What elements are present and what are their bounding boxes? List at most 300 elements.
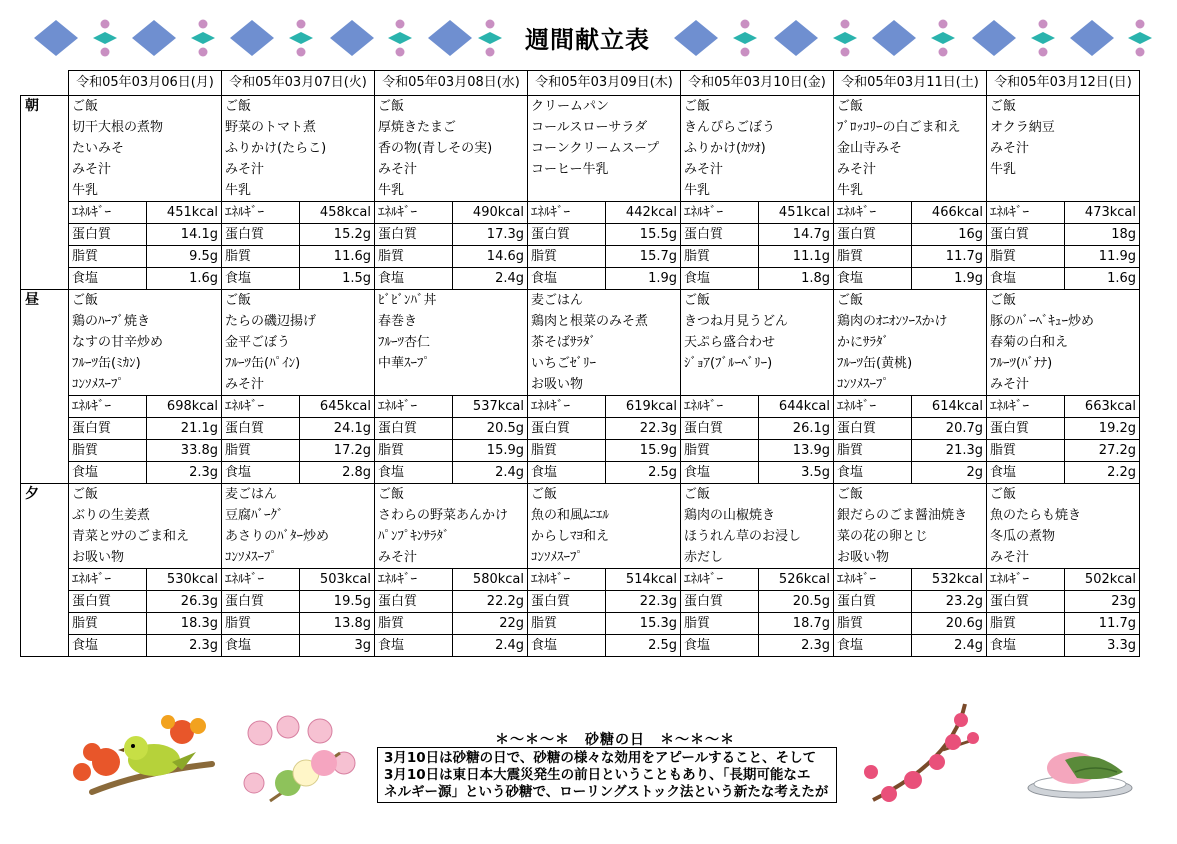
dish-cell: 春巻き <box>375 311 528 332</box>
nutrient-value: 2g <box>912 462 987 484</box>
dish-cell: みそ汁 <box>834 159 987 180</box>
dish-cell: 冬瓜の煮物 <box>987 526 1140 547</box>
nutrient-value: 458kcal <box>300 202 375 224</box>
nutrient-name: 食塩 <box>834 635 912 657</box>
meal-label: 昼 <box>21 290 69 484</box>
nutrient-value: 14.6g <box>453 246 528 268</box>
nutrient-value: 1.9g <box>912 268 987 290</box>
meal-label: 朝 <box>21 96 69 290</box>
nutrient-name: 脂質 <box>987 246 1065 268</box>
nutrient-value: 11.7g <box>1065 613 1140 635</box>
header-dot <box>1039 48 1048 57</box>
dish-cell: 麦ごはん <box>528 290 681 312</box>
nutrient-value: 2.4g <box>912 635 987 657</box>
nutrient-value: 530kcal <box>147 569 222 591</box>
nutrient-row <box>21 202 1140 224</box>
nutrient-name: ｴﾈﾙｷﾞｰ <box>528 569 606 591</box>
dish-cell: ﾌﾙｰﾂ缶(ﾊﾟｲﾝ) <box>222 353 375 374</box>
dish-cell: みそ汁 <box>681 159 834 180</box>
nutrient-value: 514kcal <box>606 569 681 591</box>
header-dot <box>741 20 750 29</box>
dish-cell: 金山寺みそ <box>834 138 987 159</box>
header-dot <box>101 48 110 57</box>
nutrient-name: 食塩 <box>69 462 147 484</box>
nutrient-value: 26.1g <box>759 418 834 440</box>
nutrient-name: ｴﾈﾙｷﾞｰ <box>681 396 759 418</box>
nutrient-value: 2.3g <box>147 462 222 484</box>
dish-cell: ご飯 <box>375 96 528 118</box>
dish-cell <box>987 180 1140 202</box>
nutrient-name: 食塩 <box>681 268 759 290</box>
nutrient-name: ｴﾈﾙｷﾞｰ <box>834 202 912 224</box>
header-small-diamond <box>733 32 757 44</box>
dish-row <box>21 96 1140 118</box>
nutrient-name: 食塩 <box>987 268 1065 290</box>
nutrient-name: 食塩 <box>375 462 453 484</box>
dish-cell: みそ汁 <box>987 138 1140 159</box>
dish-cell: 銀だらのごま醤油焼き <box>834 505 987 526</box>
header-diamond <box>132 20 176 56</box>
dish-cell: 豚のﾊﾞｰﾍﾞｷｭｰ炒め <box>987 311 1140 332</box>
nutrient-value: 2.3g <box>759 635 834 657</box>
dish-cell: あさりのﾊﾞﾀｰ炒め <box>222 526 375 547</box>
dish-cell: 豆腐ﾊﾞｰｸﾞ <box>222 505 375 526</box>
header-dot <box>939 48 948 57</box>
dish-cell: ご飯 <box>987 484 1140 506</box>
dish-cell: ﾌﾞﾛｯｺﾘｰの白ごま和え <box>834 117 987 138</box>
nutrient-name: ｴﾈﾙｷﾞｰ <box>222 569 300 591</box>
dish-row <box>21 332 1140 353</box>
nutrient-value: 2.2g <box>1065 462 1140 484</box>
nutrient-row <box>21 591 1140 613</box>
dish-cell: 牛乳 <box>375 180 528 202</box>
nutrient-value: 9.5g <box>147 246 222 268</box>
header-diamond <box>872 20 916 56</box>
nutrient-value: 645kcal <box>300 396 375 418</box>
nutrient-value: 26.3g <box>147 591 222 613</box>
dish-cell: ﾋﾞﾋﾞﾝﾊﾞ丼 <box>375 290 528 312</box>
nutrient-name: 脂質 <box>528 440 606 462</box>
nutrient-value: 13.9g <box>759 440 834 462</box>
nutrient-name: 食塩 <box>528 635 606 657</box>
nutrient-value: 2.4g <box>453 268 528 290</box>
header-small-diamond <box>191 32 215 44</box>
page-title: 週間献立表 <box>525 26 650 54</box>
nutrient-value: 11.9g <box>1065 246 1140 268</box>
dish-cell: ご飯 <box>222 96 375 118</box>
nutrient-value: 19.2g <box>1065 418 1140 440</box>
nutrient-row <box>21 246 1140 268</box>
nutrient-value: 2.5g <box>606 635 681 657</box>
header-dot <box>101 20 110 29</box>
header-diamond <box>34 20 78 56</box>
dish-cell <box>681 374 834 396</box>
nutrient-value: 22.3g <box>606 591 681 613</box>
dish-cell: 牛乳 <box>69 180 222 202</box>
nutrient-row <box>21 569 1140 591</box>
nutrient-value: 15.5g <box>606 224 681 246</box>
dish-cell: クリームパン <box>528 96 681 118</box>
dish-row <box>21 484 1140 506</box>
nutrient-name: 蛋白質 <box>681 591 759 613</box>
header-diamond <box>774 20 818 56</box>
nutrient-name: 食塩 <box>528 462 606 484</box>
dish-cell: いちごｾﾞﾘｰ <box>528 353 681 374</box>
dish-cell <box>528 180 681 202</box>
dish-cell: お吸い物 <box>69 547 222 569</box>
dish-cell: 切干大根の煮物 <box>69 117 222 138</box>
dish-cell: 魚の和風ﾑﾆｴﾙ <box>528 505 681 526</box>
header-diamond <box>972 20 1016 56</box>
dish-cell: からしﾏﾖ和え <box>528 526 681 547</box>
meal-label: 夕 <box>21 484 69 657</box>
nutrient-value: 614kcal <box>912 396 987 418</box>
notice-box <box>377 747 837 803</box>
dish-cell: ｺﾝｿﾒｽｰﾌﾟ <box>528 547 681 569</box>
nutrient-value: 580kcal <box>453 569 528 591</box>
nutrient-name: 食塩 <box>681 635 759 657</box>
nutrient-value: 2.4g <box>453 462 528 484</box>
nutrient-name: 蛋白質 <box>528 591 606 613</box>
nutrient-value: 20.7g <box>912 418 987 440</box>
dish-cell: 茶そばｻﾗﾀﾞ <box>528 332 681 353</box>
dish-cell: みそ汁 <box>222 159 375 180</box>
dish-cell: ｺﾝｿﾒｽｰﾌﾟ <box>69 374 222 396</box>
nutrient-name: 蛋白質 <box>375 418 453 440</box>
nutrient-value: 18g <box>1065 224 1140 246</box>
dish-cell: 牛乳 <box>681 180 834 202</box>
nutrient-name: 脂質 <box>375 440 453 462</box>
nutrient-value: 20.5g <box>453 418 528 440</box>
nutrient-value: 1.5g <box>300 268 375 290</box>
dish-row <box>21 290 1140 312</box>
dish-cell: ご飯 <box>987 96 1140 118</box>
dish-cell: みそ汁 <box>222 374 375 396</box>
nutrient-value: 473kcal <box>1065 202 1140 224</box>
dish-cell: ﾌﾙｰﾂ杏仁 <box>375 332 528 353</box>
header-diamond <box>1070 20 1114 56</box>
dish-cell <box>375 374 528 396</box>
dish-cell: ご飯 <box>834 290 987 312</box>
nutrient-name: 食塩 <box>375 635 453 657</box>
dish-cell: きつね月見うどん <box>681 311 834 332</box>
nutrient-row <box>21 268 1140 290</box>
dish-cell: ご飯 <box>528 484 681 506</box>
dish-cell: ご飯 <box>69 96 222 118</box>
dish-cell: 牛乳 <box>987 159 1140 180</box>
date-header: 令和05年03月11日(土) <box>834 71 987 96</box>
nutrient-value: 22g <box>453 613 528 635</box>
dish-cell: たらの磯辺揚げ <box>222 311 375 332</box>
nutrient-value: 15.9g <box>606 440 681 462</box>
nutrient-value: 490kcal <box>453 202 528 224</box>
date-header: 令和05年03月06日(月) <box>69 71 222 96</box>
nutrient-value: 17.2g <box>300 440 375 462</box>
nutrient-value: 1.8g <box>759 268 834 290</box>
notice-line: ネルギー源」という砂糖で、ローリングストック法という新たな考えたが <box>384 784 829 800</box>
nutrient-value: 1.9g <box>606 268 681 290</box>
nutrient-name: ｴﾈﾙｷﾞｰ <box>69 396 147 418</box>
nutrient-name: 脂質 <box>222 246 300 268</box>
nutrient-name: ｴﾈﾙｷﾞｰ <box>69 569 147 591</box>
nutrient-name: 脂質 <box>681 246 759 268</box>
dish-cell: 香の物(青しその実) <box>375 138 528 159</box>
nutrient-name: 蛋白質 <box>69 591 147 613</box>
nutrient-row <box>21 635 1140 657</box>
nutrient-value: 20.5g <box>759 591 834 613</box>
nutrient-name: 食塩 <box>987 635 1065 657</box>
nutrient-name: 脂質 <box>375 246 453 268</box>
nutrient-name: 脂質 <box>375 613 453 635</box>
dish-cell: さわらの野菜あんかけ <box>375 505 528 526</box>
nutrient-name: 食塩 <box>681 462 759 484</box>
header-small-diamond <box>1128 32 1152 44</box>
header-diamond <box>230 20 274 56</box>
nutrient-name: 蛋白質 <box>222 591 300 613</box>
dish-cell: ご飯 <box>69 484 222 506</box>
nutrient-value: 15.2g <box>300 224 375 246</box>
nutrient-name: 脂質 <box>528 246 606 268</box>
header-dot <box>199 20 208 29</box>
header-dot <box>297 20 306 29</box>
dish-cell: ご飯 <box>681 484 834 506</box>
nutrient-value: 14.7g <box>759 224 834 246</box>
nutrient-value: 33.8g <box>147 440 222 462</box>
date-header: 令和05年03月12日(日) <box>987 71 1140 96</box>
nutrient-name: ｴﾈﾙｷﾞｰ <box>681 202 759 224</box>
nutrient-name: ｴﾈﾙｷﾞｰ <box>528 202 606 224</box>
notice-title: ＊～＊～＊ 砂糖の日 ＊～＊～＊ <box>495 732 735 748</box>
nutrient-value: 16g <box>912 224 987 246</box>
dish-cell: ｼﾞｮｱ(ﾌﾞﾙｰﾍﾞﾘｰ) <box>681 353 834 374</box>
header-dot <box>199 48 208 57</box>
dish-cell: ﾌﾙｰﾂ缶(ﾐｶﾝ) <box>69 353 222 374</box>
nutrient-name: ｴﾈﾙｷﾞｰ <box>987 396 1065 418</box>
nutrient-name: ｴﾈﾙｷﾞｰ <box>987 202 1065 224</box>
nutrient-value: 537kcal <box>453 396 528 418</box>
dish-cell: ご飯 <box>222 290 375 312</box>
nutrient-name: 食塩 <box>834 462 912 484</box>
hanami-dango-sakura-illustration <box>240 713 360 808</box>
dish-cell: 青菜とﾂﾅのごま和え <box>69 526 222 547</box>
dish-cell: 厚焼きたまご <box>375 117 528 138</box>
nutrient-value: 15.3g <box>606 613 681 635</box>
nutrient-value: 2.8g <box>300 462 375 484</box>
nutrient-name: 脂質 <box>834 246 912 268</box>
weekly-menu-table <box>20 70 1140 657</box>
dish-cell: ご飯 <box>69 290 222 312</box>
nutrient-value: 2.3g <box>147 635 222 657</box>
nutrient-row <box>21 440 1140 462</box>
nutrient-name: ｴﾈﾙｷﾞｰ <box>375 569 453 591</box>
nutrient-value: 18.3g <box>147 613 222 635</box>
nutrient-name: 蛋白質 <box>987 418 1065 440</box>
dish-cell: みそ汁 <box>987 374 1140 396</box>
nutrient-value: 21.1g <box>147 418 222 440</box>
nutrient-name: ｴﾈﾙｷﾞｰ <box>987 569 1065 591</box>
dish-cell: ぶりの生姜煮 <box>69 505 222 526</box>
header-small-diamond <box>289 32 313 44</box>
nutrient-value: 619kcal <box>606 396 681 418</box>
dish-cell: 赤だし <box>681 547 834 569</box>
dish-row <box>21 159 1140 180</box>
dish-cell: みそ汁 <box>69 159 222 180</box>
nutrient-name: 蛋白質 <box>375 591 453 613</box>
dish-cell: みそ汁 <box>375 547 528 569</box>
header-small-diamond <box>931 32 955 44</box>
sakura-mochi-illustration <box>1025 742 1135 800</box>
nutrient-row <box>21 224 1140 246</box>
nutrient-name: 脂質 <box>69 613 147 635</box>
header-dot <box>741 48 750 57</box>
nutrient-name: 食塩 <box>528 268 606 290</box>
dish-cell: 鶏肉の山椒焼き <box>681 505 834 526</box>
nutrient-value: 526kcal <box>759 569 834 591</box>
dish-cell: 麦ごはん <box>222 484 375 506</box>
nutrient-name: 食塩 <box>375 268 453 290</box>
nutrient-value: 466kcal <box>912 202 987 224</box>
header-small-diamond <box>833 32 857 44</box>
nutrient-name: 蛋白質 <box>834 591 912 613</box>
dish-cell: お吸い物 <box>528 374 681 396</box>
nutrient-name: 脂質 <box>222 613 300 635</box>
plum-blossom-branch-illustration <box>853 700 983 815</box>
dish-cell: ほうれん草のお浸し <box>681 526 834 547</box>
notice-line: 3月10日は砂糖の日で、砂糖の様々な効用をアピールすること、そして <box>384 750 817 766</box>
nutrient-value: 15.7g <box>606 246 681 268</box>
header-dot <box>939 20 948 29</box>
nutrient-value: 503kcal <box>300 569 375 591</box>
nutrient-name: 食塩 <box>222 462 300 484</box>
dish-cell: ご飯 <box>987 290 1140 312</box>
dish-cell: きんぴらごぼう <box>681 117 834 138</box>
nutrient-value: 3.5g <box>759 462 834 484</box>
nutrient-name: 蛋白質 <box>222 418 300 440</box>
nutrient-value: 451kcal <box>759 202 834 224</box>
nutrient-value: 11.6g <box>300 246 375 268</box>
nutrient-name: 蛋白質 <box>834 418 912 440</box>
nutrient-value: 1.6g <box>1065 268 1140 290</box>
nutrient-value: 2.5g <box>606 462 681 484</box>
header-dot <box>1039 20 1048 29</box>
dish-row <box>21 547 1140 569</box>
nutrient-value: 14.1g <box>147 224 222 246</box>
nutrient-row <box>21 418 1140 440</box>
dish-cell: 鶏肉のｵﾆｵﾝｿｰｽかけ <box>834 311 987 332</box>
date-header-row <box>21 71 1140 96</box>
nutrient-name: 脂質 <box>987 440 1065 462</box>
dish-cell: たいみそ <box>69 138 222 159</box>
nutrient-name: 脂質 <box>69 246 147 268</box>
dish-cell: 金平ごぼう <box>222 332 375 353</box>
dish-cell: 野菜のトマト煮 <box>222 117 375 138</box>
nutrient-name: 食塩 <box>834 268 912 290</box>
dish-row <box>21 526 1140 547</box>
nutrient-name: 脂質 <box>681 440 759 462</box>
dish-cell: ご飯 <box>834 484 987 506</box>
nutrient-value: 532kcal <box>912 569 987 591</box>
nutrient-name: 蛋白質 <box>69 418 147 440</box>
nutrient-name: ｴﾈﾙｷﾞｰ <box>834 569 912 591</box>
dish-cell: コーヒー牛乳 <box>528 159 681 180</box>
dish-cell: 魚のたらも焼き <box>987 505 1140 526</box>
dish-cell: 天ぷら盛合わせ <box>681 332 834 353</box>
nutrient-value: 663kcal <box>1065 396 1140 418</box>
dish-cell: かにｻﾗﾀﾞ <box>834 332 987 353</box>
table-corner <box>21 71 69 96</box>
dish-cell: ご飯 <box>834 96 987 118</box>
nutrient-value: 3.3g <box>1065 635 1140 657</box>
dish-row <box>21 180 1140 202</box>
notice-line: 3月10日は東日本大震災発生の前日ということもあり、「長期可能なエ <box>384 767 811 783</box>
dish-cell: 菜の花の卵とじ <box>834 526 987 547</box>
nutrient-name: 蛋白質 <box>222 224 300 246</box>
nutrient-name: 食塩 <box>69 635 147 657</box>
nutrient-name: 蛋白質 <box>69 224 147 246</box>
nutrient-name: 蛋白質 <box>528 418 606 440</box>
header-dot <box>1136 48 1145 57</box>
nutrient-name: ｴﾈﾙｷﾞｰ <box>222 396 300 418</box>
nutrient-name: 蛋白質 <box>681 224 759 246</box>
dish-row <box>21 138 1140 159</box>
dish-cell: 中華ｽｰﾌﾟ <box>375 353 528 374</box>
dish-cell: みそ汁 <box>987 547 1140 569</box>
dish-cell: コーンクリームスープ <box>528 138 681 159</box>
nutrient-name: 食塩 <box>222 268 300 290</box>
nutrient-value: 27.2g <box>1065 440 1140 462</box>
bird-on-branch-illustration <box>72 712 220 804</box>
nutrient-value: 2.4g <box>453 635 528 657</box>
dish-cell: コールスローサラダ <box>528 117 681 138</box>
nutrient-value: 18.7g <box>759 613 834 635</box>
date-header: 令和05年03月09日(木) <box>528 71 681 96</box>
date-header: 令和05年03月08日(水) <box>375 71 528 96</box>
header-diamond <box>428 20 472 56</box>
nutrient-value: 3g <box>300 635 375 657</box>
nutrient-name: ｴﾈﾙｷﾞｰ <box>69 202 147 224</box>
nutrient-name: 脂質 <box>834 440 912 462</box>
header-dot <box>396 48 405 57</box>
header-small-diamond <box>1031 32 1055 44</box>
dish-cell: なすの甘辛炒め <box>69 332 222 353</box>
nutrient-name: ｴﾈﾙｷﾞｰ <box>528 396 606 418</box>
dish-row <box>21 311 1140 332</box>
dish-row <box>21 505 1140 526</box>
dish-cell: 牛乳 <box>222 180 375 202</box>
date-header: 令和05年03月10日(金) <box>681 71 834 96</box>
nutrient-name: 食塩 <box>987 462 1065 484</box>
dish-cell: 春菊の白和え <box>987 332 1140 353</box>
dish-cell: ｺﾝｿﾒｽｰﾌﾟ <box>222 547 375 569</box>
nutrient-value: 23.2g <box>912 591 987 613</box>
nutrient-name: 脂質 <box>528 613 606 635</box>
dish-cell: ご飯 <box>375 484 528 506</box>
nutrient-name: 食塩 <box>69 268 147 290</box>
nutrient-name: 蛋白質 <box>528 224 606 246</box>
dish-cell: 鶏のﾊｰﾌﾞ焼き <box>69 311 222 332</box>
nutrient-value: 11.7g <box>912 246 987 268</box>
nutrient-name: 脂質 <box>987 613 1065 635</box>
nutrient-value: 698kcal <box>147 396 222 418</box>
dish-cell: ﾌﾙｰﾂ(ﾊﾞﾅﾅ) <box>987 353 1140 374</box>
dish-row <box>21 353 1140 374</box>
dish-cell: ﾊﾟﾝﾌﾟｷﾝｻﾗﾀﾞ <box>375 526 528 547</box>
nutrient-name: ｴﾈﾙｷﾞｰ <box>681 569 759 591</box>
nutrient-value: 20.6g <box>912 613 987 635</box>
dish-cell: みそ汁 <box>375 159 528 180</box>
nutrient-row <box>21 396 1140 418</box>
dish-cell: ふりかけ(たらこ) <box>222 138 375 159</box>
